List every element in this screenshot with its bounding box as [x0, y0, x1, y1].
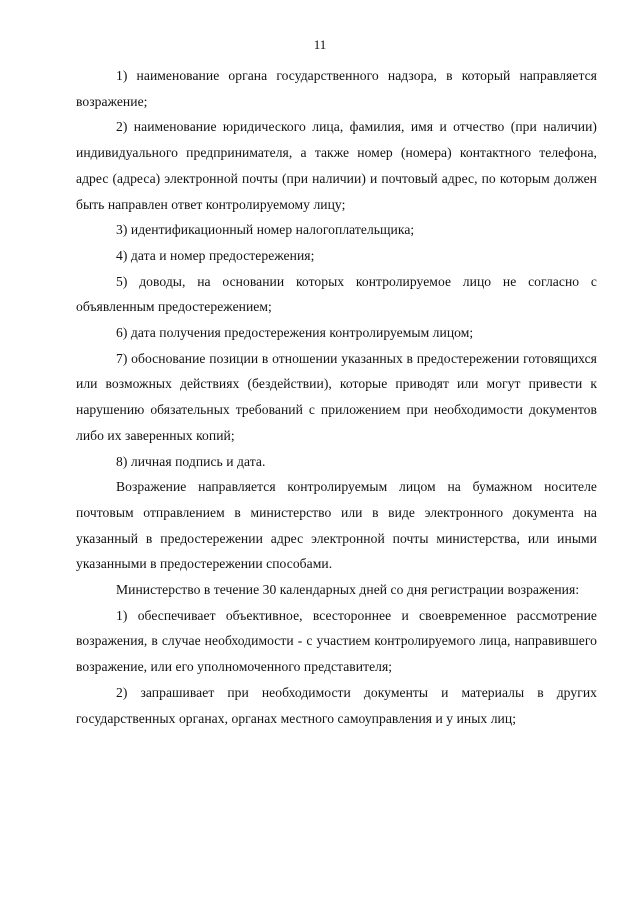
paragraph-submission-method: Возражение направляется контролируемым лицом на бумажном носителе почтовым отправлением в министерство или в виде электронного документа на указанный в предостережении адрес электронной почты министерства, или иными указанными в предостережении способами.: [76, 479, 597, 572]
page-number: 11: [313, 37, 327, 52]
document-body: [76, 63, 597, 731]
list-item-objective-review: 1) обеспечивает объективное, всестороннее и своевременное рассмотрение возражения, в случае необходимости - с участием контролируемого лица, направившего возражение, или его уполномоченного представителя;: [76, 607, 597, 675]
list-item-request-documents: 2) запрашивает при необходимости документы и материалы в других государственных органах, органах местного самоуправления и у иных лиц;: [76, 684, 597, 726]
list-item-objection-recipient: 1) наименование органа государственного надзора, в который направляется возражение;: [76, 68, 597, 109]
list-item-arguments: 5) доводы, на основании которых контролируемое лицо не согласно с объявленным предостережением;: [76, 273, 597, 315]
list-item-applicant-details: 2) наименование юридического лица, фамилия, имя и отчество (при наличии) индивидуального предпринимателя, а также номер (номера) контактного телефона, адрес (адреса) электронной почты (при наличии) и почтовый адрес, по которым должен быть направлен ответ контролируемому лицу;: [76, 119, 597, 212]
list-item-position-justification: 7) обоснование позиции в отношении указанных в предостережении готовящихся или возможных действиях (бездействии), которые приводят или могут привести к нарушению обязательных требований с приложением при необходимости документов либо их заверенных копий;: [76, 350, 597, 443]
list-item-taxpayer-id: 3) идентификационный номер налогоплательщика;: [116, 222, 415, 238]
list-item-signature-date: 8) личная подпись и дата.: [116, 453, 266, 469]
paragraph-ministry-review-term: Министерство в течение 30 календарных дней со дня регистрации возражения:: [116, 582, 580, 598]
list-item-receipt-date: 6) дата получения предостережения контролируемым лицом;: [116, 325, 474, 341]
list-item-warning-date-number: 4) дата и номер предостережения;: [116, 247, 315, 263]
